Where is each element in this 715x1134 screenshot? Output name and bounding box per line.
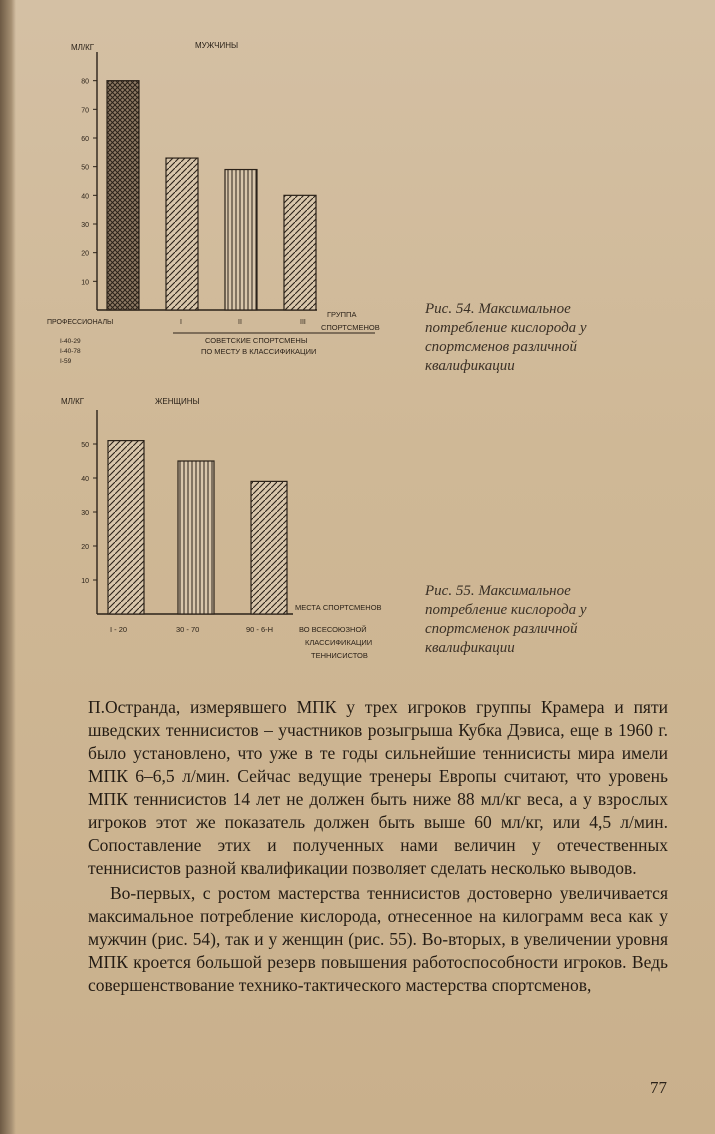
chart-women-ylabel: МЛ/КГ	[61, 397, 85, 406]
chart-men-ytick-label: 40	[81, 193, 89, 201]
body-text	[88, 696, 668, 997]
chart-men-ytick-label: 60	[81, 136, 89, 143]
chart-men-ytick-label: 10	[81, 279, 89, 287]
chart-women-ytick-label: 30	[81, 510, 89, 517]
chart-men-title: МУЖЧИНЫ	[195, 41, 239, 50]
chart-women-category-label: 90 - 6-Н	[246, 625, 274, 634]
paragraph-1: П.Остранда, измерявшего МПК у трех игроков группы Крамера и пяти шведских теннисистов – участников розыгрыша Кубка Дэвиса, еще в 1960 г. было установлено, что уже в те годы сильнейшие теннисисты мира имели МПК 6–6,5 л/мин. Сейчас ведущие тренеры Европы считают, что уровень МПК теннисистов 14 лет не должен быть ниже 88 мл/кг веса, а у взрослых игроков этот же показатель должен быть выше 60 мл/кг, или 4,5 л/мин. Сопоставление этих и полученных нами величин у отечественных теннисистов разной квалификации позволяет сделать несколько выводов.	[88, 697, 668, 878]
chart-men-ytick-label: 30	[81, 222, 89, 229]
chart-men-group-label-1: СОВЕТСКИЕ СПОРТСМЕНЫ	[205, 336, 308, 345]
chart-men-xlabel-1: ГРУППА	[327, 310, 357, 319]
chart-men-ytick-label: 20	[81, 250, 89, 258]
chart-women-ytick-label: 40	[81, 476, 89, 483]
chart-women-category-label: 30 - 70	[176, 625, 200, 634]
chart-men-category-label: III	[300, 319, 306, 326]
chart-men-category-label: ПРОФЕССИОНАЛЫ	[47, 319, 114, 326]
chart-men-category-label: II	[238, 319, 242, 326]
chart-men-footnote-2: I-40-78	[60, 348, 81, 355]
chart-men-group-label-2: ПО МЕСТУ В КЛАССИФИКАЦИИ	[201, 347, 317, 356]
chart-women-xlabel-1: МЕСТА СПОРТСМЕНОВ	[295, 603, 382, 612]
chart-men-ylabel: МЛ/КГ	[71, 43, 95, 52]
chart-women-bar	[108, 441, 144, 614]
chart-men-bar	[284, 195, 316, 310]
chart-women-ytick-label: 50	[81, 442, 89, 449]
chart-men-bar	[225, 170, 257, 310]
chart-men-footnote	[60, 338, 81, 365]
caption-fig54: Рис. 54. Максимальное потребление кислорода у спортсменов различной квалификации	[425, 301, 587, 374]
chart-men-footnote-1: I-40-29	[60, 338, 81, 345]
chart-men-xlabel-2: СПОРТСМЕНОВ	[321, 323, 380, 332]
chart-women	[55, 392, 425, 682]
chart-women-bar	[178, 461, 214, 614]
page-number: 77	[650, 1078, 667, 1097]
chart-men-category-label: I	[180, 319, 182, 326]
chart-men-ytick-label: 70	[81, 107, 89, 115]
chart-men-ytick-label: 50	[81, 164, 89, 172]
chart-men-footnote-3: I-59	[60, 358, 72, 365]
paragraph-2: Во-первых, с ростом мастерства теннисистов достоверно увеличивается максимальное потребление кислорода, отнесенное на килограмм веса как у мужчин (рис. 54), так и у женщин (рис. 55). Во-вторых, в увеличении уровня МПК кроется большой резерв повышения работоспособности игроков. Ведь совершенствование технико-тактического мастерства спортсменов,	[88, 883, 668, 995]
chart-men-bar	[107, 81, 139, 310]
chart-women-bar	[251, 481, 287, 614]
chart-men-ytick-label: 80	[81, 78, 89, 86]
book-spine-shadow	[0, 0, 16, 1134]
chart-women-xlabel-4: ТЕННИСИСТОВ	[311, 651, 368, 660]
chart-women-ytick-label: 10	[81, 578, 89, 585]
chart-women-xlabel-2: ВО ВСЕСОЮЗНОЙ	[299, 625, 367, 634]
chart-men	[47, 30, 425, 375]
chart-women-category-label: I - 20	[110, 625, 128, 634]
caption-fig55: Рис. 55. Максимальное потребление кислорода у спортсменок различной квалификации	[425, 583, 587, 656]
chart-men-bar	[166, 158, 198, 310]
chart-women-title: ЖЕНЩИНЫ	[155, 397, 200, 406]
chart-women-xlabel-3: КЛАССИФИКАЦИИ	[305, 638, 373, 647]
chart-women-ytick-label: 20	[81, 544, 89, 551]
